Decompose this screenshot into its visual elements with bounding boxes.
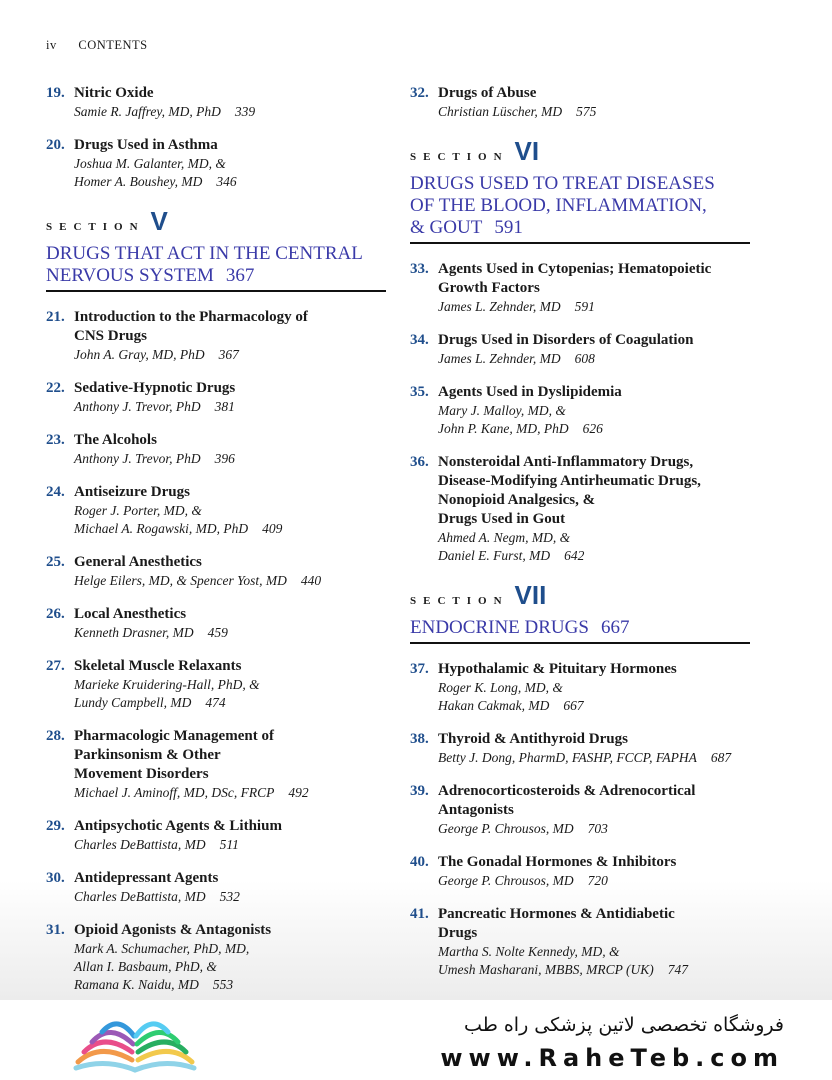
section-vii xyxy=(410,580,750,644)
page-ref: 703 xyxy=(587,821,608,836)
page-ref: 642 xyxy=(564,548,585,563)
page-ref: 591 xyxy=(574,299,595,314)
author-line: Martha S. Nolte Kennedy, MD, & xyxy=(438,944,620,959)
chapter-number: 38. xyxy=(410,731,429,747)
author-line: Anthony J. Trevor, PhD xyxy=(74,399,201,414)
toc-entry xyxy=(410,260,750,316)
chapter-number: 32. xyxy=(410,85,429,101)
chapter-number: 29. xyxy=(46,818,65,834)
chapter-authors xyxy=(74,836,386,854)
chapter-title xyxy=(438,782,750,820)
chapter-number: 28. xyxy=(46,728,65,744)
author-line: Samie R. Jaffrey, MD, PhD xyxy=(74,104,221,119)
toc-entry xyxy=(410,331,750,368)
chapter-title-line: Drugs of Abuse xyxy=(438,85,537,101)
chapter-number: 22. xyxy=(46,380,65,396)
page-ref: 396 xyxy=(214,451,235,466)
page-ref: 409 xyxy=(262,521,283,536)
section-title xyxy=(410,617,750,644)
chapter-title xyxy=(74,869,386,888)
page-ref: 367 xyxy=(218,347,239,362)
chapter-title xyxy=(438,260,750,298)
toc-entry xyxy=(46,84,386,121)
chapter-authors xyxy=(74,784,386,802)
chapter-title-line: Adrenocorticosteroids & Adrenocortical xyxy=(438,783,696,799)
toc-entry xyxy=(410,660,750,715)
toc-entry xyxy=(410,84,750,121)
author-line: Ramana K. Naidu, MD xyxy=(74,977,199,992)
page-ref: 553 xyxy=(212,977,234,992)
toc-entry xyxy=(46,921,386,994)
chapter-authors xyxy=(74,676,386,712)
section-page-ref: 591 xyxy=(494,217,523,238)
store-footer xyxy=(0,1000,832,1080)
chapter-title-line: Disease-Modifying Antirheumatic Drugs, xyxy=(438,473,701,489)
chapter-number: 39. xyxy=(410,783,429,799)
chapter-authors xyxy=(74,398,386,416)
toc-entry xyxy=(410,383,750,438)
chapter-title xyxy=(74,379,386,398)
page-number: iv xyxy=(46,38,57,52)
chapter-title-line: The Alcohols xyxy=(74,432,157,448)
toc-entry xyxy=(46,869,386,906)
chapter-title xyxy=(74,84,386,103)
chapter-title xyxy=(74,921,386,940)
page-ref: 720 xyxy=(587,873,608,888)
chapter-title-line: General Anesthetics xyxy=(74,554,202,570)
author-line: John A. Gray, MD, PhD xyxy=(74,347,205,362)
chapter-title-line: Antipsychotic Agents & Lithium xyxy=(74,818,282,834)
toc-entry xyxy=(46,727,386,802)
chapter-number: 34. xyxy=(410,332,429,348)
chapter-title-line: Parkinsonism & Other xyxy=(74,747,221,763)
chapter-authors xyxy=(74,940,386,994)
author-line: Michael A. Rogawski, MD, PhD xyxy=(74,521,249,536)
chapter-authors xyxy=(74,572,386,590)
running-head-label: CONTENTS xyxy=(78,38,148,52)
chapter-title xyxy=(74,136,386,155)
toc-entry xyxy=(46,657,386,712)
chapter-authors xyxy=(74,155,386,191)
author-line: Mark A. Schumacher, PhD, MD, xyxy=(74,941,250,956)
chapter-title-line: Movement Disorders xyxy=(74,766,209,782)
chapter-title-line: Nonopioid Analgesics, & xyxy=(438,492,596,508)
author-line: Joshua M. Galanter, MD, & xyxy=(74,156,226,171)
section-title-line: DRUGS THAT ACT IN THE CENTRAL xyxy=(46,243,363,264)
entries-19-20 xyxy=(46,84,386,191)
section-numeral: VII xyxy=(514,580,547,610)
entries-32 xyxy=(410,84,750,121)
chapter-number: 36. xyxy=(410,454,429,470)
chapter-authors xyxy=(74,624,386,642)
chapter-number: 41. xyxy=(410,906,429,922)
chapter-title xyxy=(438,730,750,749)
page-ref: 440 xyxy=(300,573,322,588)
chapter-authors xyxy=(74,103,386,121)
chapter-title-line: The Gonadal Hormones & Inhibitors xyxy=(438,854,677,870)
open-book-logo-icon xyxy=(70,1008,200,1074)
chapter-number: 40. xyxy=(410,854,429,870)
chapter-title xyxy=(74,483,386,502)
section-numeral: VI xyxy=(514,136,540,166)
chapter-number: 23. xyxy=(46,432,65,448)
page-ref: 492 xyxy=(288,785,309,800)
chapter-title-line: Agents Used in Dyslipidemia xyxy=(438,384,622,400)
section-title xyxy=(46,243,386,292)
chapter-title-line: Skeletal Muscle Relaxants xyxy=(74,658,242,674)
page-ref: 626 xyxy=(582,421,603,436)
page-ref: 608 xyxy=(574,351,595,366)
chapter-title xyxy=(74,605,386,624)
toc-entry xyxy=(46,483,386,538)
chapter-title-line: Pharmacologic Management of xyxy=(74,728,274,744)
chapter-title-line: Nitric Oxide xyxy=(74,85,154,101)
chapter-number: 24. xyxy=(46,484,65,500)
chapter-title xyxy=(438,660,750,679)
running-head xyxy=(46,38,148,53)
page-ref: 346 xyxy=(216,174,237,189)
chapter-title-line: Antidepressant Agents xyxy=(74,870,219,886)
section-word: SECTION xyxy=(46,221,145,233)
author-line: Helge Eilers, MD, & Spencer Yost, MD xyxy=(74,573,287,588)
store-name: فروشگاه تخصصی لاتین پزشکی راه طب xyxy=(464,1014,784,1036)
page-ref: 474 xyxy=(205,695,226,710)
chapter-title xyxy=(74,727,386,784)
entries-21-31 xyxy=(46,308,386,994)
chapter-title-line: Antagonists xyxy=(438,802,514,818)
section-title-line: NERVOUS SYSTEM xyxy=(46,265,214,286)
page-ref: 459 xyxy=(207,625,228,640)
chapter-authors xyxy=(74,502,386,538)
toc-entry xyxy=(46,553,386,590)
author-line: George P. Chrousos, MD xyxy=(438,873,574,888)
toc-entry xyxy=(410,453,750,565)
chapter-number: 19. xyxy=(46,85,65,101)
chapter-number: 37. xyxy=(410,661,429,677)
page-ref: 511 xyxy=(219,837,239,852)
chapter-title xyxy=(438,84,750,103)
chapter-title xyxy=(438,853,750,872)
chapter-authors xyxy=(74,888,386,906)
chapter-authors xyxy=(438,749,750,767)
chapter-authors xyxy=(438,820,750,838)
chapter-number: 27. xyxy=(46,658,65,674)
author-line: George P. Chrousos, MD xyxy=(438,821,574,836)
toc-entry xyxy=(46,308,386,364)
page-ref: 575 xyxy=(576,104,597,119)
chapter-title-line: Nonsteroidal Anti-Inflammatory Drugs, xyxy=(438,454,694,470)
chapter-title-line: Drugs Used in Asthma xyxy=(74,137,218,153)
chapter-title xyxy=(74,431,386,450)
section-word: SECTION xyxy=(410,595,509,607)
chapter-title-line: Opioid Agonists & Antagonists xyxy=(74,922,272,938)
author-line: Mary J. Malloy, MD, & xyxy=(438,403,566,418)
section-title-line: OF THE BLOOD, INFLAMMATION, xyxy=(410,195,707,216)
author-line: Roger K. Long, MD, & xyxy=(438,680,563,695)
author-line: Lundy Campbell, MD xyxy=(74,695,192,710)
toc-entry xyxy=(46,379,386,416)
section-title-line: ENDOCRINE DRUGS xyxy=(410,617,589,638)
page-ref: 687 xyxy=(710,750,732,765)
chapter-title xyxy=(438,331,750,350)
chapter-title-line: Drugs Used in Gout xyxy=(438,511,566,527)
chapter-title-line: Hypothalamic & Pituitary Hormones xyxy=(438,661,677,677)
chapter-authors xyxy=(74,346,386,364)
chapter-title-line: Local Anesthetics xyxy=(74,606,187,622)
toc-entry xyxy=(46,817,386,854)
author-line: Christian Lüscher, MD xyxy=(438,104,563,119)
author-line: Betty J. Dong, PharmD, FASHP, FCCP, FAPHA xyxy=(438,750,697,765)
chapter-title-line: Drugs xyxy=(438,925,478,941)
chapter-title-line: Agents Used in Cytopenias; Hematopoietic xyxy=(438,261,712,277)
right-column xyxy=(410,84,750,994)
author-line: Ahmed A. Negm, MD, & xyxy=(438,530,571,545)
chapter-authors xyxy=(438,679,750,715)
section-title xyxy=(410,173,750,244)
chapter-title-line: Antiseizure Drugs xyxy=(74,484,190,500)
section-page-ref: 667 xyxy=(600,617,630,638)
chapter-number: 35. xyxy=(410,384,429,400)
chapter-title-line: Introduction to the Pharmacology of xyxy=(74,309,308,325)
chapter-title xyxy=(438,383,750,402)
section-label xyxy=(410,580,750,611)
toc-entry xyxy=(410,853,750,890)
chapter-title xyxy=(74,553,386,572)
chapter-title-line: Pancreatic Hormones & Antidiabetic xyxy=(438,906,675,922)
chapter-number: 20. xyxy=(46,137,65,153)
author-line: Hakan Cakmak, MD xyxy=(438,698,550,713)
author-line: James L. Zehnder, MD xyxy=(438,299,561,314)
chapter-title-line: CNS Drugs xyxy=(74,328,147,344)
chapter-title xyxy=(438,453,750,529)
entries-33-36 xyxy=(410,260,750,565)
entries-37-41 xyxy=(410,660,750,979)
chapter-number: 33. xyxy=(410,261,429,277)
chapter-authors xyxy=(438,103,750,121)
chapter-number: 30. xyxy=(46,870,65,886)
toc-entry xyxy=(410,905,750,979)
section-page-ref: 367 xyxy=(225,265,255,286)
chapter-number: 21. xyxy=(46,309,65,325)
chapter-authors xyxy=(438,402,750,438)
store-url: www.RaheTeb.com xyxy=(440,1044,784,1072)
chapter-number: 25. xyxy=(46,554,65,570)
chapter-title-line: Sedative-Hypnotic Drugs xyxy=(74,380,236,396)
chapter-title-line: Thyroid & Antithyroid Drugs xyxy=(438,731,628,747)
section-label xyxy=(410,136,750,167)
page-ref: 381 xyxy=(214,399,235,414)
section-title-line: DRUGS USED TO TREAT DISEASES xyxy=(410,173,715,194)
author-line: Marieke Kruidering-Hall, PhD, & xyxy=(74,677,260,692)
chapter-title-line: Growth Factors xyxy=(438,280,540,296)
chapter-title-line: Drugs Used in Disorders of Coagulation xyxy=(438,332,694,348)
author-line: Anthony J. Trevor, PhD xyxy=(74,451,201,466)
author-line: Kenneth Drasner, MD xyxy=(74,625,194,640)
author-line: Michael J. Aminoff, MD, DSc, FRCP xyxy=(74,785,275,800)
section-title-line: & GOUT xyxy=(410,217,483,238)
chapter-title xyxy=(74,817,386,836)
page-ref: 747 xyxy=(667,962,688,977)
page-ref: 339 xyxy=(234,104,256,119)
author-line: Charles DeBattista, MD xyxy=(74,837,206,852)
chapter-title xyxy=(438,905,750,943)
chapter-title xyxy=(74,308,386,346)
chapter-number: 26. xyxy=(46,606,65,622)
chapter-authors xyxy=(438,872,750,890)
page-ref: 667 xyxy=(563,698,584,713)
chapter-authors xyxy=(438,529,750,565)
author-line: John P. Kane, MD, PhD xyxy=(438,421,569,436)
toc-entry xyxy=(46,605,386,642)
section-vi xyxy=(410,136,750,244)
author-line: Homer A. Boushey, MD xyxy=(74,174,203,189)
author-line: Daniel E. Furst, MD xyxy=(438,548,551,563)
section-word: SECTION xyxy=(410,151,509,163)
chapter-authors xyxy=(438,298,750,316)
chapter-number: 31. xyxy=(46,922,65,938)
left-column xyxy=(46,84,386,1009)
page-ref: 532 xyxy=(219,889,240,904)
section-numeral: V xyxy=(150,206,168,236)
chapter-authors xyxy=(438,350,750,368)
toc-entry xyxy=(410,730,750,767)
author-line: Roger J. Porter, MD, & xyxy=(74,503,202,518)
chapter-title xyxy=(74,657,386,676)
chapter-authors xyxy=(438,943,750,979)
toc-entry xyxy=(46,136,386,191)
author-line: Allan I. Basbaum, PhD, & xyxy=(74,959,217,974)
author-line: James L. Zehnder, MD xyxy=(438,351,561,366)
section-label xyxy=(46,206,386,237)
author-line: Umesh Masharani, MBBS, MRCP (UK) xyxy=(438,962,654,977)
toc-entry xyxy=(46,431,386,468)
author-line: Charles DeBattista, MD xyxy=(74,889,206,904)
chapter-authors xyxy=(74,450,386,468)
section-v xyxy=(46,206,386,292)
toc-entry xyxy=(410,782,750,838)
